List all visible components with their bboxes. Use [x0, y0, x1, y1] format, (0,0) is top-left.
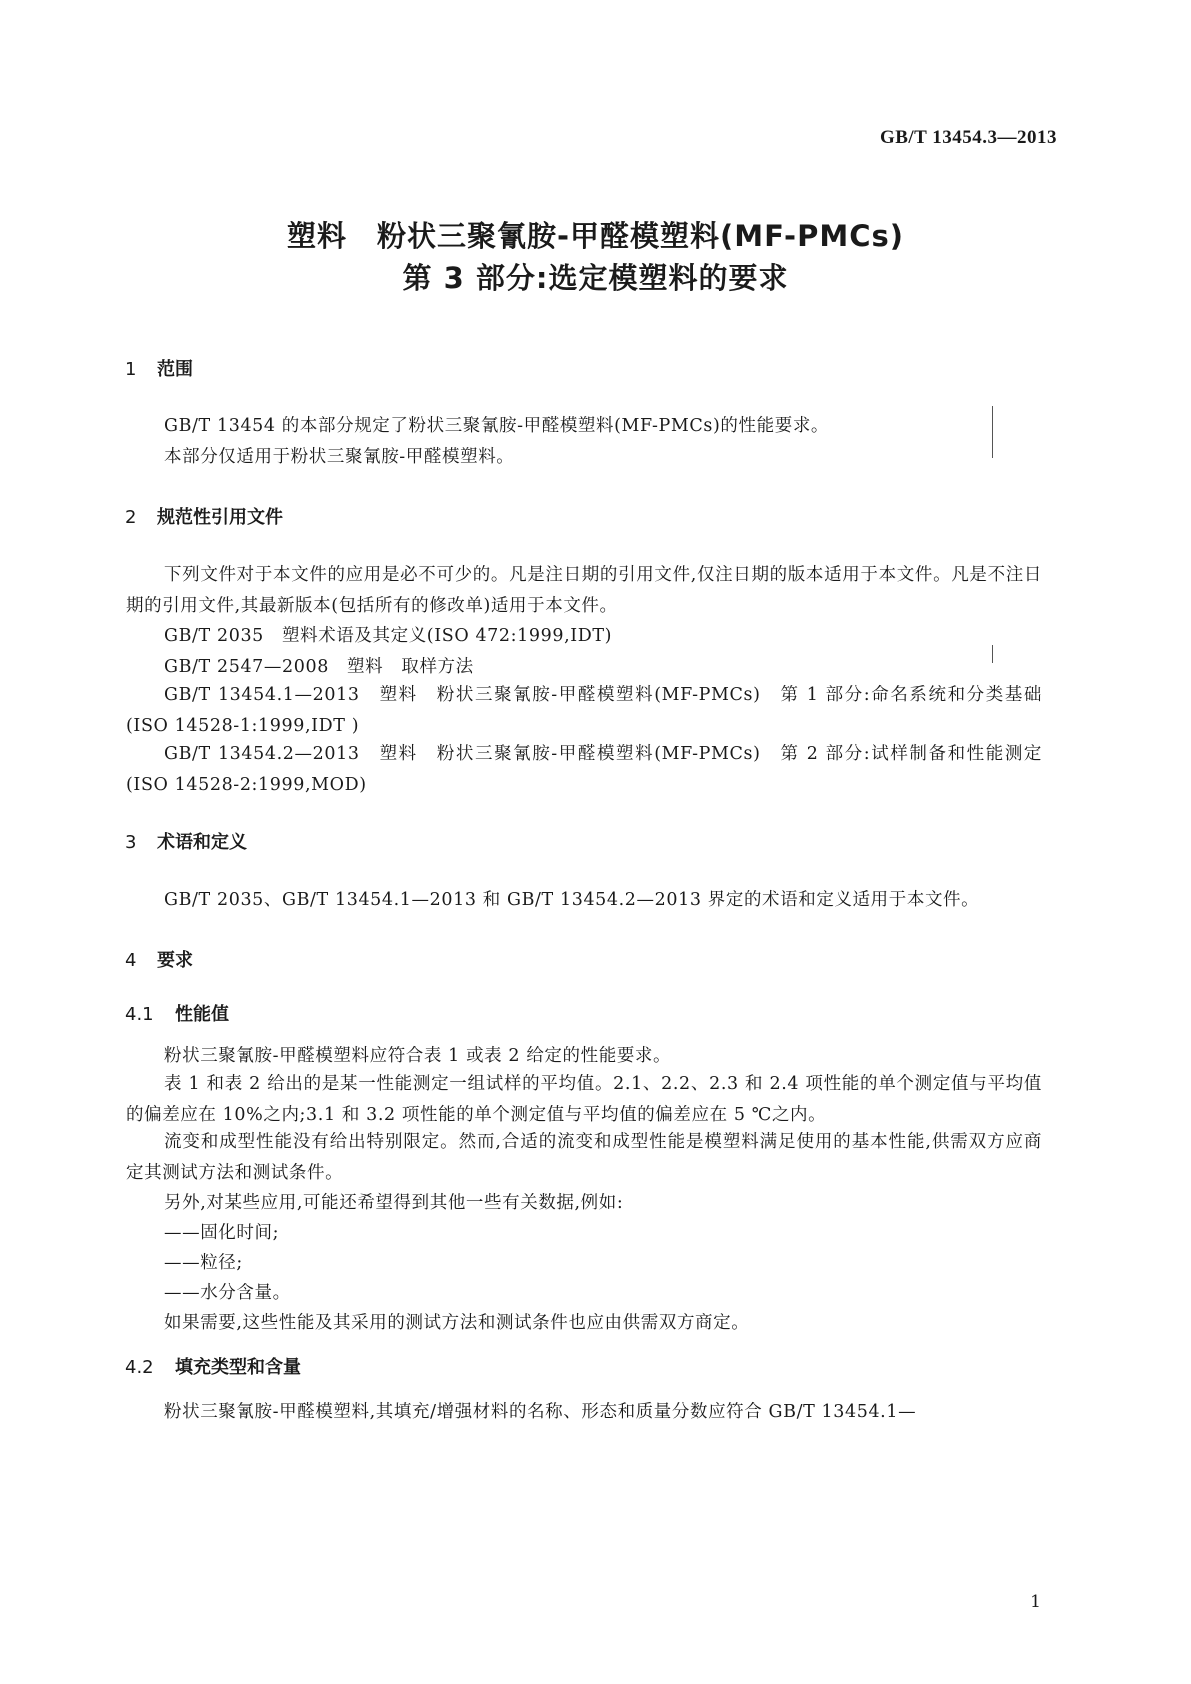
- section-3-heading: [125, 828, 247, 854]
- section-title: 要求: [157, 950, 193, 971]
- section-number: 1: [125, 359, 137, 380]
- section-number: 4.1: [125, 1004, 154, 1025]
- document-title-line1: 塑料 粉状三聚氰胺-甲醛模塑料(MF-PMCs): [286, 219, 904, 253]
- margin-change-bar: [992, 406, 993, 458]
- section-number: 3: [125, 832, 137, 853]
- subsection-4-1-heading: [125, 1000, 229, 1026]
- section-1-heading: [125, 355, 193, 381]
- section-number: 4: [125, 950, 137, 971]
- reference-item: GB/T 2035 塑料术语及其定义(ISO 472:1999,IDT): [164, 626, 613, 646]
- paragraph: GB/T 2035、GB/T 13454.1—2013 和 GB/T 13454.2—2013 界定的术语和定义适用于本文件。: [164, 890, 980, 910]
- page-number: 1: [1030, 1592, 1041, 1612]
- section-title: 术语和定义: [157, 832, 247, 853]
- list-item: ——固化时间;: [164, 1223, 280, 1243]
- paragraph: 本部分仅适用于粉状三聚氰胺-甲醛模塑料。: [164, 447, 515, 467]
- list-item: ——粒径;: [164, 1253, 243, 1273]
- section-title: 填充类型和含量: [175, 1357, 301, 1378]
- list-item: ——水分含量。: [164, 1283, 291, 1303]
- reference-item: GB/T 13454.2—2013 塑料 粉状三聚氰胺-甲醛模塑料(MF-PMCs) 第 2 部分:试样制备和性能测定(ISO 14528-2:1999,MOD): [126, 744, 1042, 795]
- section-title: 范围: [157, 359, 193, 380]
- paragraph: 另外,对某些应用,可能还希望得到其他一些有关数据,例如:: [164, 1193, 624, 1213]
- paragraph: 粉状三聚氰胺-甲醛模塑料,其填充/增强材料的名称、形态和质量分数应符合 GB/T 13454.1—: [164, 1402, 917, 1422]
- paragraph: GB/T 13454 的本部分规定了粉状三聚氰胺-甲醛模塑料(MF-PMCs)的性能要求。: [164, 416, 830, 436]
- section-title: 性能值: [175, 1004, 229, 1025]
- paragraph: 流变和成型性能没有给出特别限定。然而,合适的流变和成型性能是模塑料满足使用的基本性能,供需双方应商定其测试方法和测试条件。: [126, 1132, 1042, 1183]
- section-2-heading: [125, 503, 283, 529]
- margin-change-bar: [992, 645, 993, 663]
- paragraph: 表 1 和表 2 给出的是某一性能测定一组试样的平均值。2.1、2.2、2.3 和 2.4 项性能的单个测定值与平均值的偏差应在 10%之内;3.1 和 3.2 项性能的单个测定值与平均值的偏差应在 5 ℃之内。: [126, 1074, 1042, 1125]
- section-number: 2: [125, 507, 137, 528]
- document-title-line2: 第 3 部分:选定模塑料的要求: [402, 261, 789, 295]
- paragraph: 如果需要,这些性能及其采用的测试方法和测试条件也应由供需双方商定。: [164, 1313, 750, 1333]
- paragraph: 下列文件对于本文件的应用是必不可少的。凡是注日期的引用文件,仅注日期的版本适用于本文件。凡是不注日期的引用文件,其最新版本(包括所有的修改单)适用于本文件。: [126, 565, 1042, 616]
- section-4-heading: [125, 946, 193, 972]
- reference-item: GB/T 2547—2008 塑料 取样方法: [164, 657, 474, 677]
- section-number: 4.2: [125, 1357, 154, 1378]
- subsection-4-2-heading: [125, 1353, 301, 1379]
- reference-item: GB/T 13454.1—2013 塑料 粉状三聚氰胺-甲醛模塑料(MF-PMCs) 第 1 部分:命名系统和分类基础(ISO 14528-1:1999,IDT ): [126, 685, 1042, 736]
- section-title: 规范性引用文件: [157, 507, 283, 528]
- standard-code: GB/T 13454.3—2013: [879, 127, 1057, 148]
- paragraph: 粉状三聚氰胺-甲醛模塑料应符合表 1 或表 2 给定的性能要求。: [164, 1046, 672, 1066]
